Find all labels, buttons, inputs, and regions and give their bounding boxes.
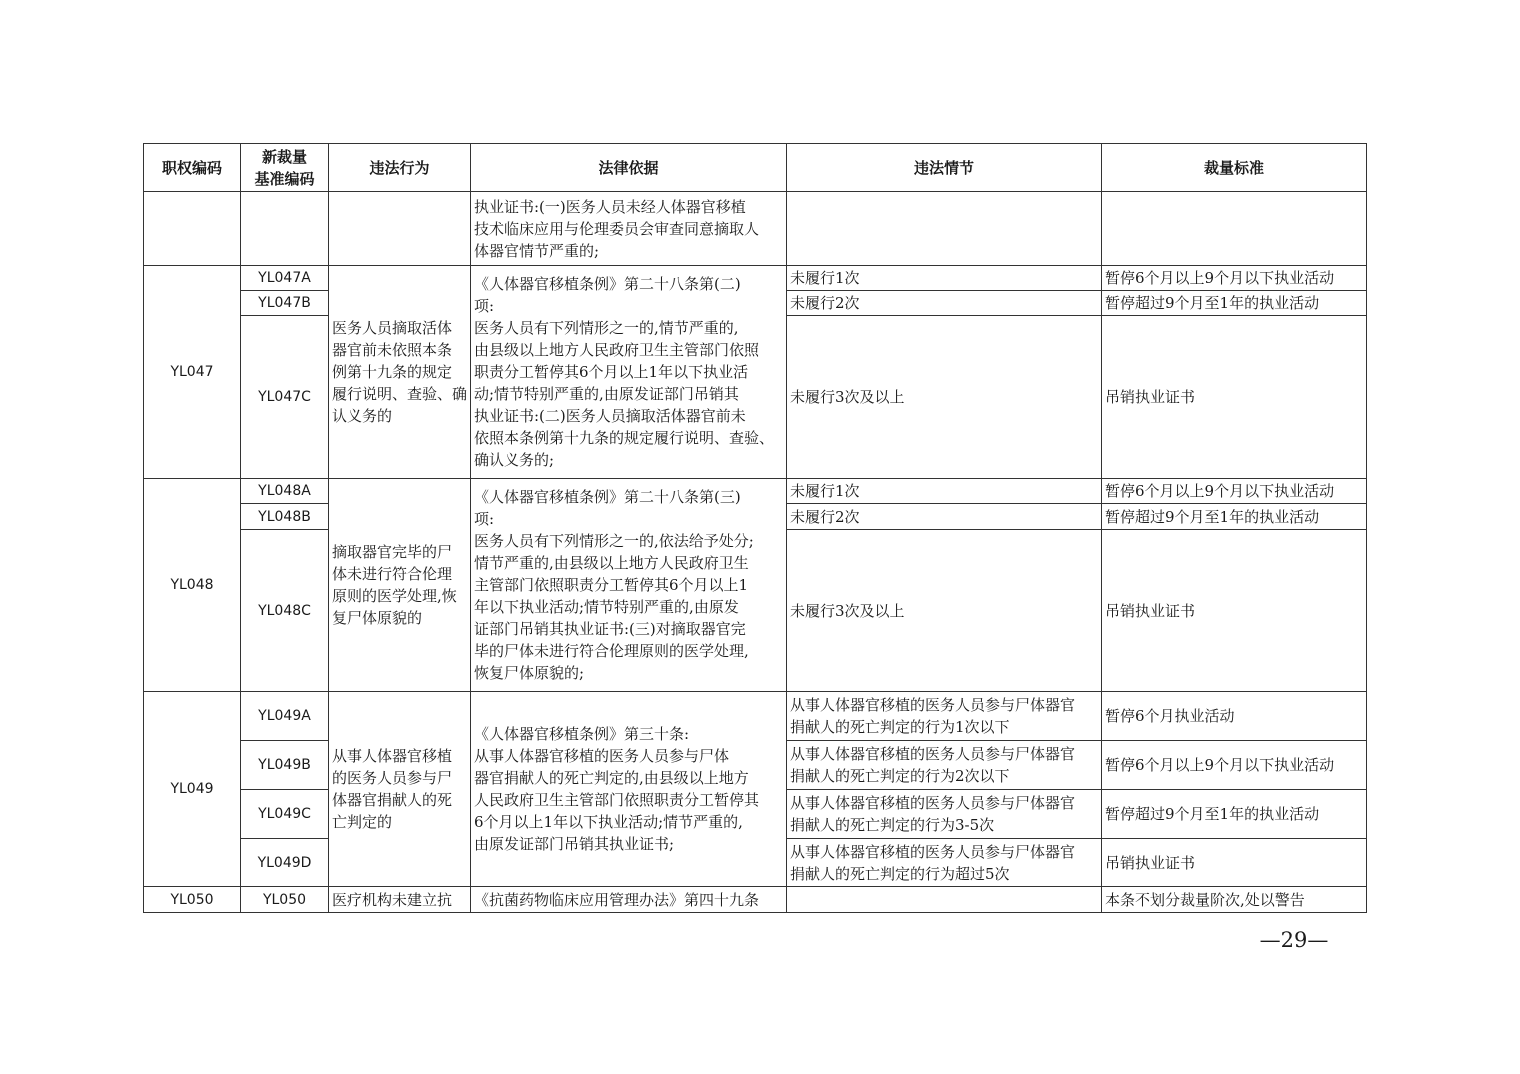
standard-cell: 吊销执业证书 [1102,316,1367,479]
standard-cell: 暂停6个月以上9个月以下执业活动 [1102,479,1367,504]
header-legal-basis: 法律依据 [471,144,787,192]
authority-code-cell: YL047 [144,266,241,479]
circumstance-cell [787,192,1102,266]
code-cell: YL049C [241,790,329,839]
header-circumstance: 违法情节 [787,144,1102,192]
standard-cell: 吊销执业证书 [1102,530,1367,692]
table-row [144,887,1367,913]
legal-basis-cell: 《人体器官移植条例》第二十八条第(二) 项: 医务人员有下列情形之一的,情节严重的, 由县级以上地方人民政府卫生主管部门依照 职责分工暂停其6个月以上1年以下执业活 动;情节特别严重的,由原发证部门吊销其 执业证书:(二)医务人员摘取活体器官前未 依照本条例第十九条的规定履行说明、查验、 确认义务的; [471,266,787,479]
code-cell: YL047C [241,316,329,479]
code-cell: YL049B [241,741,329,790]
table-header-row [144,144,1367,192]
violation-cell: 从事人体器官移植 的医务人员参与尸 体器官捐献人的死 亡判定的 [329,692,471,887]
authority-code-cell: YL049 [144,692,241,887]
code-cell [241,192,329,266]
table-row [144,266,1367,291]
violation-cell: 医疗机构未建立抗 [329,887,471,913]
code-cell: YL048B [241,504,329,530]
header-new-code-line1: 新裁量 [261,147,307,166]
circumstance-cell: 未履行2次 [787,504,1102,530]
authority-code-cell: YL050 [144,887,241,913]
standard-cell: 暂停超过9个月至1年的执业活动 [1102,291,1367,316]
violation-cell [329,192,471,266]
header-new-code-line2: 基准编码 [254,169,315,188]
discretion-standard-table [143,143,1367,913]
legal-basis-cell: 《人体器官移植条例》第二十八条第(三) 项: 医务人员有下列情形之一的,依法给予处分; 情节严重的,由县级以上地方人民政府卫生 主管部门依照职责分工暂停其6个月以上1 年以下执业活动;情节特别严重的,由原发 证部门吊销其执业证书:(三)对摘取器官完 毕的尸体未进行符合伦理原则的医学处理, 恢复尸体原貌的; [471,479,787,692]
circumstance-cell: 从事人体器官移植的医务人员参与尸体器官 捐献人的死亡判定的行为超过5次 [787,839,1102,887]
circumstance-cell: 未履行3次及以上 [787,316,1102,479]
standard-cell: 暂停超过9个月至1年的执业活动 [1102,504,1367,530]
authority-code-cell [144,192,241,266]
code-cell: YL047A [241,266,329,291]
legal-basis-cell: 《抗菌药物临床应用管理办法》第四十九条 [471,887,787,913]
table-row [144,192,1367,266]
header-violation: 违法行为 [329,144,471,192]
violation-cell: 摘取器官完毕的尸 体未进行符合伦理 原则的医学处理,恢 复尸体原貌的 [329,479,471,692]
circumstance-cell: 从事人体器官移植的医务人员参与尸体器官 捐献人的死亡判定的行为3-5次 [787,790,1102,839]
table-row [144,479,1367,504]
code-cell: YL049D [241,839,329,887]
authority-code-cell: YL048 [144,479,241,692]
table-row [144,692,1367,741]
standard-cell: 暂停6个月执业活动 [1102,692,1367,741]
legal-basis-cell: 执业证书:(一)医务人员未经人体器官移植 技术临床应用与伦理委员会审查同意摘取人 体器官情节严重的; [471,192,787,266]
code-cell: YL049A [241,692,329,741]
circumstance-cell [787,887,1102,913]
circumstance-cell: 未履行3次及以上 [787,530,1102,692]
circumstance-cell: 未履行2次 [787,291,1102,316]
page-number: —29— [1259,928,1329,952]
standard-cell: 暂停6个月以上9个月以下执业活动 [1102,266,1367,291]
header-new-code [241,144,329,192]
code-cell: YL048C [241,530,329,692]
code-cell: YL048A [241,479,329,504]
standard-cell: 暂停超过9个月至1年的执业活动 [1102,790,1367,839]
circumstance-cell: 从事人体器官移植的医务人员参与尸体器官 捐献人的死亡判定的行为2次以下 [787,741,1102,790]
legal-basis-cell: 《人体器官移植条例》第三十条: 从事人体器官移植的医务人员参与尸体 器官捐献人的死亡判定的,由县级以上地方 人民政府卫生主管部门依照职责分工暂停其 6个月以上1年以下执业活动;情节严重的, 由原发证部门吊销其执业证书; [471,692,787,887]
standard-cell [1102,192,1367,266]
circumstance-cell: 未履行1次 [787,266,1102,291]
standard-cell: 暂停6个月以上9个月以下执业活动 [1102,741,1367,790]
code-cell: YL050 [241,887,329,913]
standard-cell: 本条不划分裁量阶次,处以警告 [1102,887,1367,913]
violation-cell: 医务人员摘取活体 器官前未依照本条 例第十九条的规定 履行说明、查验、确 认义务的 [329,266,471,479]
circumstance-cell: 从事人体器官移植的医务人员参与尸体器官 捐献人的死亡判定的行为1次以下 [787,692,1102,741]
header-authority-code: 职权编码 [144,144,241,192]
code-cell: YL047B [241,291,329,316]
standard-cell: 吊销执业证书 [1102,839,1367,887]
header-standard: 裁量标准 [1102,144,1367,192]
circumstance-cell: 未履行1次 [787,479,1102,504]
